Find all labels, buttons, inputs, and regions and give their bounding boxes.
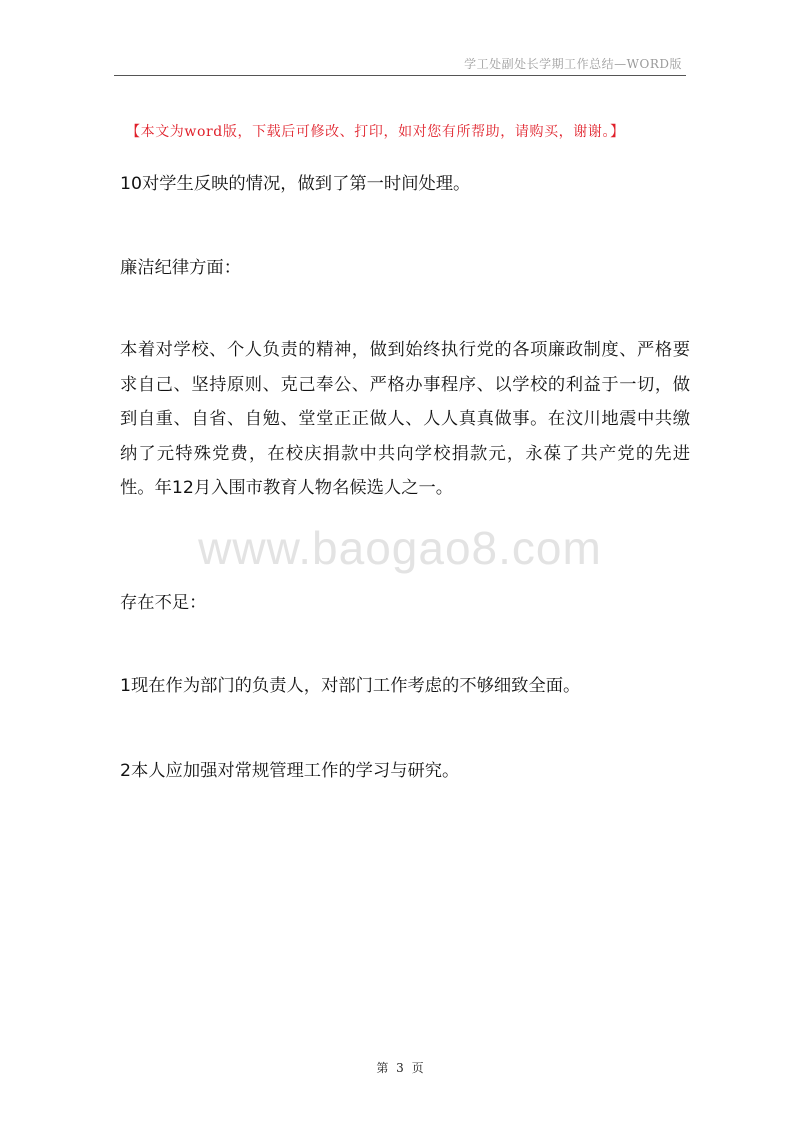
paragraph-student-feedback: 10对学生反映的情况，做到了第一时间处理。 xyxy=(120,174,471,194)
section-heading-integrity: 廉洁纪律方面： xyxy=(120,258,241,278)
page-header-title: 学工处副处长学期工作总结—WORD版 xyxy=(464,57,682,71)
paragraph-integrity-details: 本着对学校、个人负责的精神，做到始终执行党的各项廉政制度、严格要求自己、坚持原则、克己奉公、严格办事程序、以学校的利益于一切，做到自重、自省、自勉、堂堂正正做人、人人真真做事。在汶川地震中共缴纳了元特殊党费，在校庆捐款中共向学校捐款元，永葆了共产党的先进性。年12月入围市教育人物名候选人之一。 xyxy=(120,340,690,498)
header-divider xyxy=(114,75,686,76)
site-watermark: www.baogao8.com xyxy=(198,522,602,574)
section-heading-shortcomings: 存在不足： xyxy=(120,593,207,613)
paragraph-shortcoming-2: 2本人应加强对常规管理工作的学习与研究。 xyxy=(120,761,460,781)
page-number: 第 3 页 xyxy=(376,1061,424,1075)
purchase-notice: 【本文为word版，下载后可修改、打印，如对您有所帮助，请购买，谢谢。】 xyxy=(126,124,625,140)
paragraph-shortcoming-1: 1现在作为部门的负责人，对部门工作考虑的不够细致全面。 xyxy=(120,676,581,696)
